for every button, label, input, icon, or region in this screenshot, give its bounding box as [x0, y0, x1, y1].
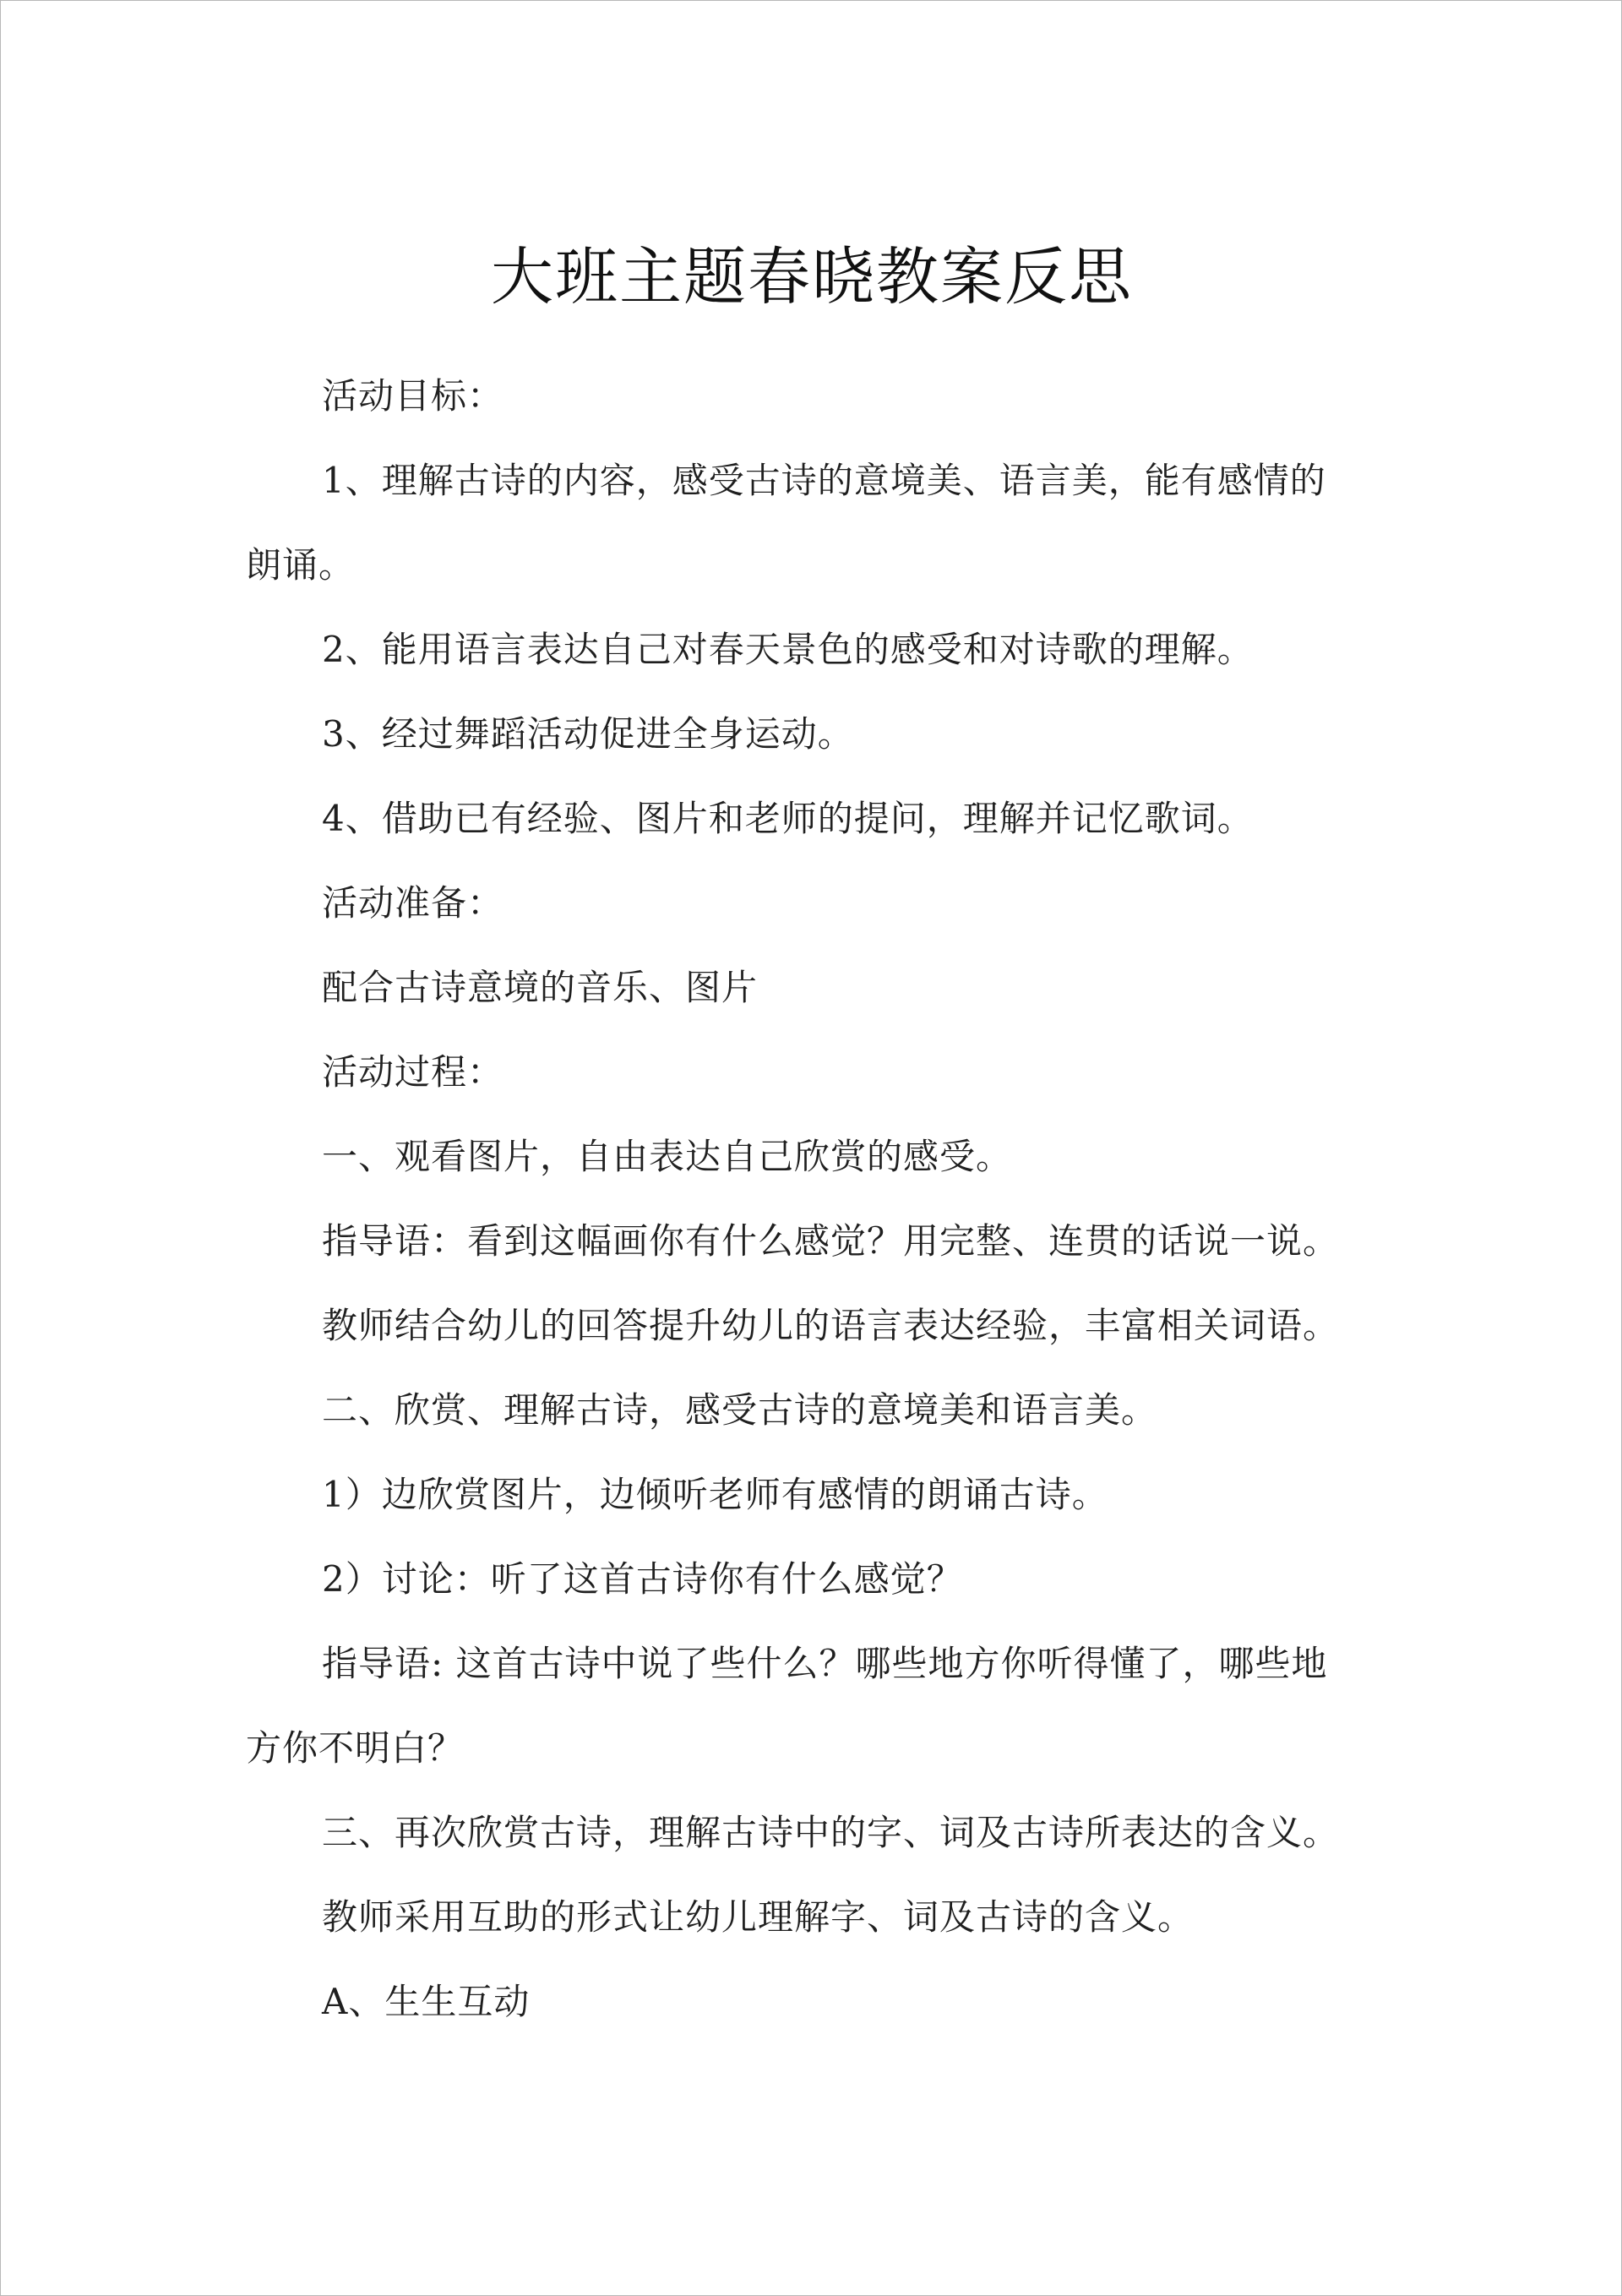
paragraph-line: 2、能用语言表达自己对春天景色的感受和对诗歌的理解。: [322, 629, 1254, 670]
paragraph-line: 二、欣赏、理解古诗，感受古诗的意境美和语言美。: [322, 1389, 1158, 1431]
paragraph-line: 配合古诗意境的音乐、图片: [322, 967, 759, 1008]
paragraph-line: 方你不明白？: [246, 1727, 465, 1769]
paragraph-line: 教师采用互助的形式让幼儿理解字、词及古诗的含义。: [322, 1896, 1195, 1938]
paragraph-line: 教师结合幼儿的回答提升幼儿的语言表达经验，丰富相关词语。: [322, 1305, 1340, 1346]
paragraph-line: 朗诵。: [246, 544, 356, 586]
section-heading-objectives: 活动目标：: [322, 375, 504, 417]
paragraph-line: 3、经过舞蹈活动促进全身运动。: [322, 713, 854, 755]
paragraph-line: 1、理解古诗的内容，感受古诗的意境美、语言美，能有感情的: [322, 460, 1326, 501]
paragraph-line: 一、观看图片，自由表达自己欣赏的感受。: [322, 1136, 1013, 1177]
document-title: 大班主题春晓教案反思: [491, 241, 1133, 314]
paragraph-line: A、生生互动: [322, 1981, 531, 2022]
paragraph-line: 1）边欣赏图片，边倾听老师有感情的朗诵古诗。: [322, 1474, 1108, 1515]
paragraph-line: 4、借助已有经验、图片和老师的提问，理解并记忆歌词。: [322, 798, 1254, 839]
paragraph-line: 指导语：看到这幅画你有什么感觉？用完整、连贯的话说一说。: [322, 1220, 1340, 1262]
paragraph-line: 2）讨论：听了这首古诗你有什么感觉？: [322, 1558, 963, 1600]
paragraph-line: 指导语: 这首古诗中说了些什么？哪些地方你听得懂了，哪些地: [322, 1643, 1328, 1684]
section-heading-process: 活动过程：: [322, 1051, 504, 1093]
paragraph-line: 三、再次欣赏古诗，理解古诗中的字、词及古诗所表达的含义。: [322, 1812, 1340, 1853]
section-heading-preparation: 活动准备：: [322, 882, 504, 924]
